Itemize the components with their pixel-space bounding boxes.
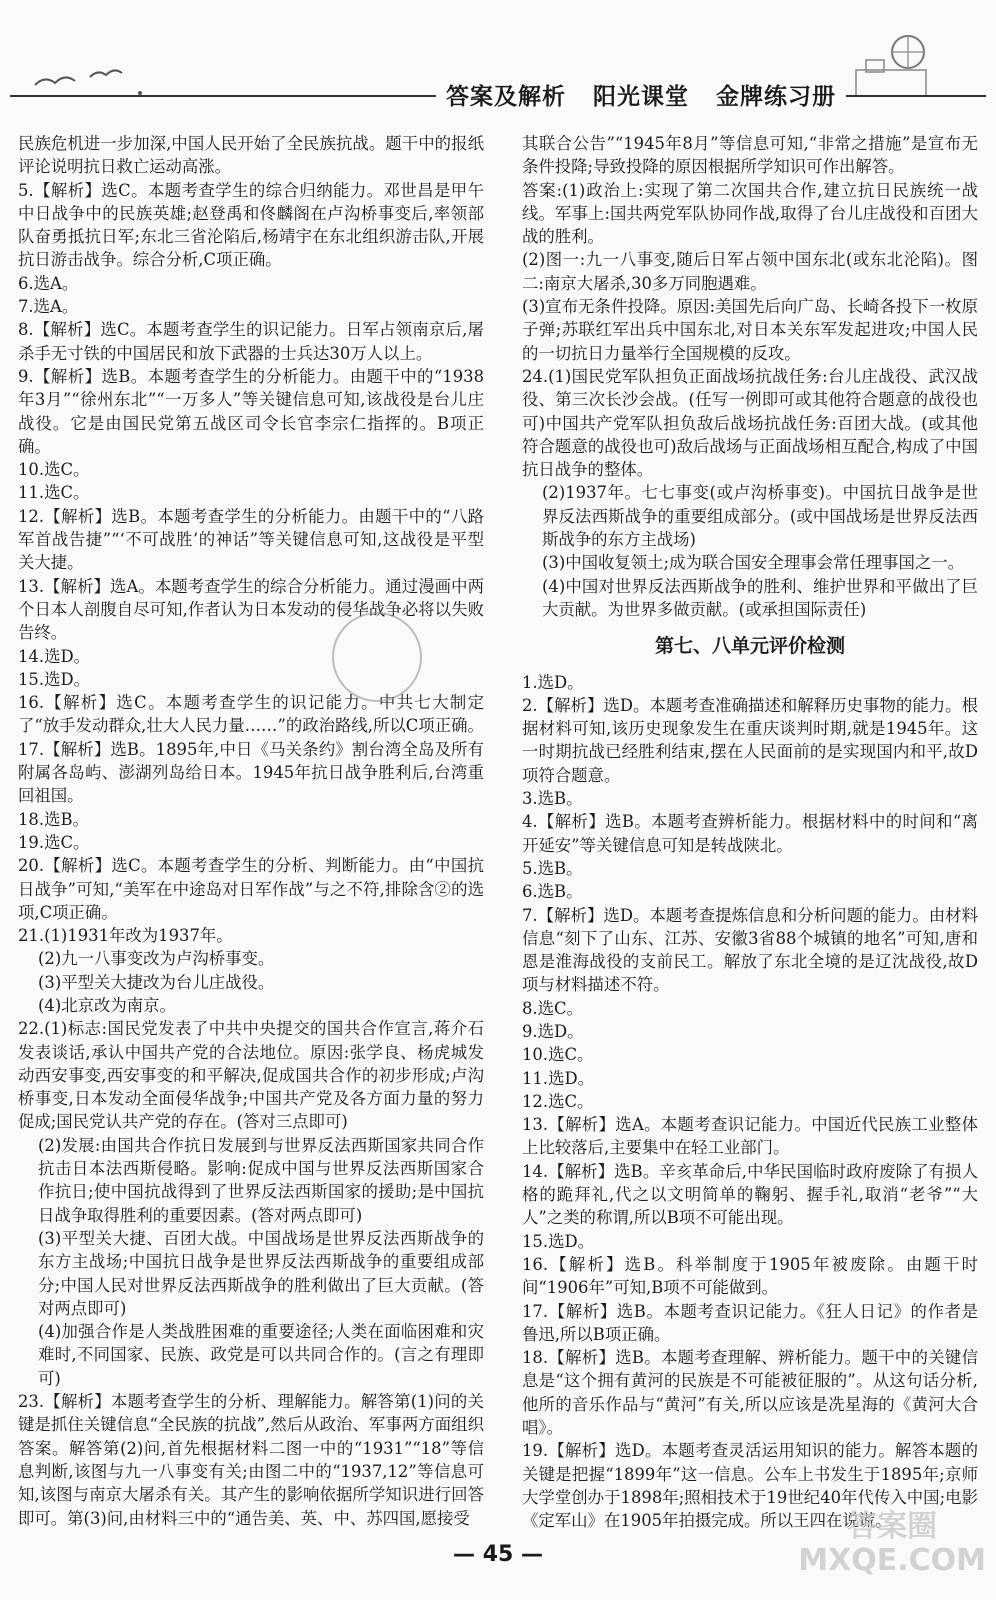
answer-subitem: (3)中国收复领土;成为联合国安全理事会常任理事国之一。 [542, 553, 965, 573]
globe-decoration-icon [836, 30, 946, 100]
answer-subitem: (2)发展:由国共合作抗日发展到与世界反法西斯国家共同合作抗击日本法西斯侵略。影响:促成中国与世界反法西斯国家合作抗日;使中国抗战得到了世界反法西斯国家的援助;是中国抗日战争取得胜利的重要因素。(答对两点即可) [38, 1135, 484, 1225]
answer-item: 5.选B。 [522, 858, 583, 878]
answer-item: 1.选D。 [522, 672, 584, 692]
answer-item: 4.【解析】选B。本题考查辨析能力。根据材料中的时间和“离开延安”等关键信息可知是转战陕北。 [522, 812, 978, 855]
answer-item: 6.选A。 [18, 273, 79, 293]
answer-item: 24.(1)国民党军队担负正面战场抗战任务:台儿庄战役、武汉战役、第三次长沙会战。(任写一例即可或其他符合题意的战役也可)中国共产党军队担负敌后战场抗战任务:百团大战。(或其他符合题意的战役也可)敌后战场与正面战场相互配合,构成了中国抗日战争的整体。 [522, 366, 978, 480]
answer-item: 其联合公告”“1945年8月”等信息可知,“非常之措施”是宣布无条件投降;导致投降的原因根据所学知识可作出解答。 [522, 134, 978, 177]
answer-item: 3.选B。 [522, 789, 583, 809]
right-column [522, 132, 978, 1533]
answer-subitem: (3)平型关大捷改为台儿庄战役。 [38, 972, 275, 992]
answer-item: 15.选D。 [18, 669, 90, 689]
answer-item: 15.选D。 [522, 1231, 594, 1251]
answer-item: 8.【解析】选C。本题考查学生的识记能力。日军占领南京后,屠杀手无寸铁的中国居民和放下武器的士兵达30万人以上。 [18, 320, 484, 363]
answer-item: 23.【解析】本题考查学生的分析、理解能力。解答第(1)问的关键是抓住关键信息“全民族的抗战”,然后从政治、军事两方面组织答案。解答第(2)问,首先根据材料二图一中的“1931”“18”等信息判断,该图与九一八事变有关;由图二中的“1937,12”等信息可知,该图与南京大屠杀有关。其产生的影响依据所学知识进行回答即可。第(3)问,由材料三中的“通告美、英、中、苏四国,愿接受 [18, 1392, 484, 1528]
answer-item: 19.【解析】选D。本题考查灵活运用知识的能力。解答本题的关键是把握“1899年”这一信息。公车上书发生于1895年;京师大学堂创办于1898年;照相技术于19世纪40年代传入中国;电影《定军山》在1905年拍摄完成。所以王四在说谎。 [522, 1441, 978, 1531]
answer-item: 16.【解析】选B。科举制度于1905年被废除。由题干时间“1906年”可知,B项不可能做到。 [522, 1254, 978, 1298]
section-title: 第七、八单元评价检测 [654, 635, 845, 658]
answer-item: 11.选D。 [522, 1068, 594, 1088]
answer-item: 18.【解析】选B。本题考查理解、辨析能力。题干中的关键信息是“这个拥有黄河的民族是不可能被征服的”。从这句话分析,他所的音乐作品与“黄河”有关,所以应该是冼星海的《黄河大合唱》。 [522, 1348, 978, 1438]
answer-item: 8.选C。 [522, 998, 583, 1018]
page-number: — 45 — [453, 1542, 543, 1567]
answer-item: 7.【解析】选D。本题考查提炼信息和分析问题的能力。由材料信息“刻下了山东、江苏、安徽3省88个城镇的地名”可知,唐和恩是淮海战役的支前民工。解放了东北全境的是辽沈战役,故D项与材料描述不符。 [522, 905, 978, 995]
answer-item: 12.【解析】选B。本题考查学生的分析能力。由题干中的“八路军首战告捷”“‘不可战胜’的神话”等关键信息可知,这战役是平型关大捷。 [18, 506, 484, 573]
answer-subitem: (3)平型关大捷、百团大战。中国战场是世界反法西斯战争的东方主战场;中国抗日战争是世界反法西斯战争的重要组成部分;中国人民对世界反法西斯战争的胜利做出了巨大贡献。(答对两点即可) [38, 1228, 484, 1318]
answer-item: 9.选D。 [522, 1021, 584, 1041]
answer-subitem: (4)北京改为南京。 [38, 995, 176, 1015]
answer-item: 21.(1)1931年改为1937年。 [18, 926, 233, 946]
watermark-line-2: MXQE.COM [798, 1543, 986, 1578]
answer-item: 17.【解析】选B。本题考查识记能力。《狂人日记》的作者是鲁迅,所以B项正确。 [522, 1301, 978, 1344]
answer-item: 11.选C。 [18, 483, 90, 503]
header-title-answers: 答案及解析 [445, 84, 566, 110]
answer-subitem: (4)加强合作是人类战胜困难的重要途径;人类在面临困难和灾难时,不同国家、民族、政党是可以共同合作的。(言之有理即可) [38, 1322, 484, 1388]
answer-item: 13.【解析】选A。本题考查识记能力。中国近代民族工业整体上比较落后,主要集中在轻工业部门。 [522, 1115, 978, 1158]
answer-item: 12.选C。 [522, 1091, 594, 1111]
answer-subitem: (4)中国对世界反法西斯战争的胜利、维护世界和平做出了巨大贡献。为世界多做贡献。(或承担国际责任) [542, 576, 978, 619]
answer-item: 10.选C。 [522, 1045, 594, 1065]
answer-item: (2)图一:九一八事变,随后日军占领中国东北(或东北沦陷)。图二:南京大屠杀,30多万同胞遇难。 [522, 250, 978, 293]
answer-item: 14.【解析】选B。辛亥革命后,中华民国临时政府废除了有损人格的跪拜礼,代之以文明简单的鞠躬、握手礼,取消“老爷”“大人”之类的称谓,所以B项不可能出现。 [522, 1161, 978, 1228]
answer-item: 答案:(1)政治上:实现了第二次国共合作,建立抗日民族统一战线。军事上:国共两党军队协同作战,取得了台儿庄战役和百团大战的胜利。 [522, 180, 978, 247]
answer-subitem: (2)九一八事变改为卢沟桥事变。 [38, 949, 275, 969]
answer-item: 10.选C。 [18, 460, 90, 480]
answer-item: 14.选D。 [18, 646, 90, 666]
watermark-line-1: 答案圈 [847, 1509, 938, 1544]
answer-subitem: (2)1937年。七七事变(或卢沟桥事变)。中国抗日战争是世界反法西斯战争的重要组成部分。(或中国战场是世界反法西斯战争的东方主战场) [542, 483, 978, 550]
answer-item: 7.选A。 [18, 297, 79, 317]
header-title [436, 78, 846, 111]
watermark [798, 1510, 986, 1578]
answer-item: 2.【解析】选D。本题考查准确描述和解释历史事物的能力。根据材料可知,该历史现象发生在重庆谈判时期,就是1945年。这一时期抗战已经胜利结束,摆在人民面前的是实现国内和平,故D项符合题意。 [522, 695, 978, 785]
header-title-series: 阳光课堂 [592, 84, 689, 110]
page-header [0, 0, 996, 120]
answer-item: 13.【解析】选A。本题考查学生的综合分析能力。通过漫画中两个日本人剖腹自尽可知,作者认为日本发动的侵华战争必将以失败告终。 [18, 576, 484, 643]
left-column [18, 132, 484, 1530]
answer-item: 6.选B。 [522, 882, 583, 902]
answer-item: 16.【解析】选C。本题考查学生的识记能力。中共七大制定了“放手发动群众,壮大人民力量……”的政治路线,所以C项正确。 [18, 693, 484, 736]
answer-item: 18.选B。 [18, 809, 89, 829]
header-title-book: 金牌练习册 [716, 84, 836, 110]
answer-item: 5.【解析】选C。本题考查学生的综合归纳能力。邓世昌是甲午中日战争中的民族英雄;赵登禹和佟麟阁在卢沟桥事变后,率领部队奋勇抵抗日军;东北三省沦陷后,杨靖宇在东北组织游击队,开展抗日游击战争。综合分析,C项正确。 [18, 180, 484, 270]
answer-item: 22.(1)标志:国民党发表了中共中央提交的国共合作宣言,蒋介石发表谈话,承认中国共产党的合法地位。原因:张学良、杨虎城发动西安事变,西安事变的和平解决,促成国共合作的初步形成;卢沟桥事变,日本发动全面侵华战争;中国共产党及各方面力量的努力促成;国民党认共产党的存在。(答对三点即可) [18, 1019, 484, 1132]
answer-item: 民族危机进一步加深,中国人民开始了全民族抗战。题干中的报纸评论说明抗日救亡运动高涨。 [18, 134, 484, 177]
answer-item: 19.选C。 [18, 832, 90, 852]
answer-item: 20.【解析】选C。本题考查学生的分析、判断能力。由“中国抗日战争”可知,“美军在中途岛对日军作战”与之不符,排除含②的选项,C项正确。 [18, 856, 484, 922]
birds-icon [30, 55, 170, 95]
answer-item: (3)宣布无条件投降。原因:美国先后向广岛、长崎各投下一枚原子弹;苏联红军出兵中国东北,对日本关东军发起进攻;中国人民的一切抗日力量举行全国规模的反攻。 [522, 297, 978, 363]
answer-item: 17.【解析】选B。1895年,中日《马关条约》割台湾全岛及所有附属各岛屿、澎湖列岛给日本。1945年抗日战争胜利后,台湾重回祖国。 [18, 739, 484, 806]
answer-item: 9.【解析】选B。本题考查学生的分析能力。由题干中的“1938年3月”“徐州东北”“一万多人”等关键信息可知,该战役是台儿庄战役。它是由国民党第五战区司令长官李宗仁指挥的。B项正确。 [18, 366, 484, 456]
